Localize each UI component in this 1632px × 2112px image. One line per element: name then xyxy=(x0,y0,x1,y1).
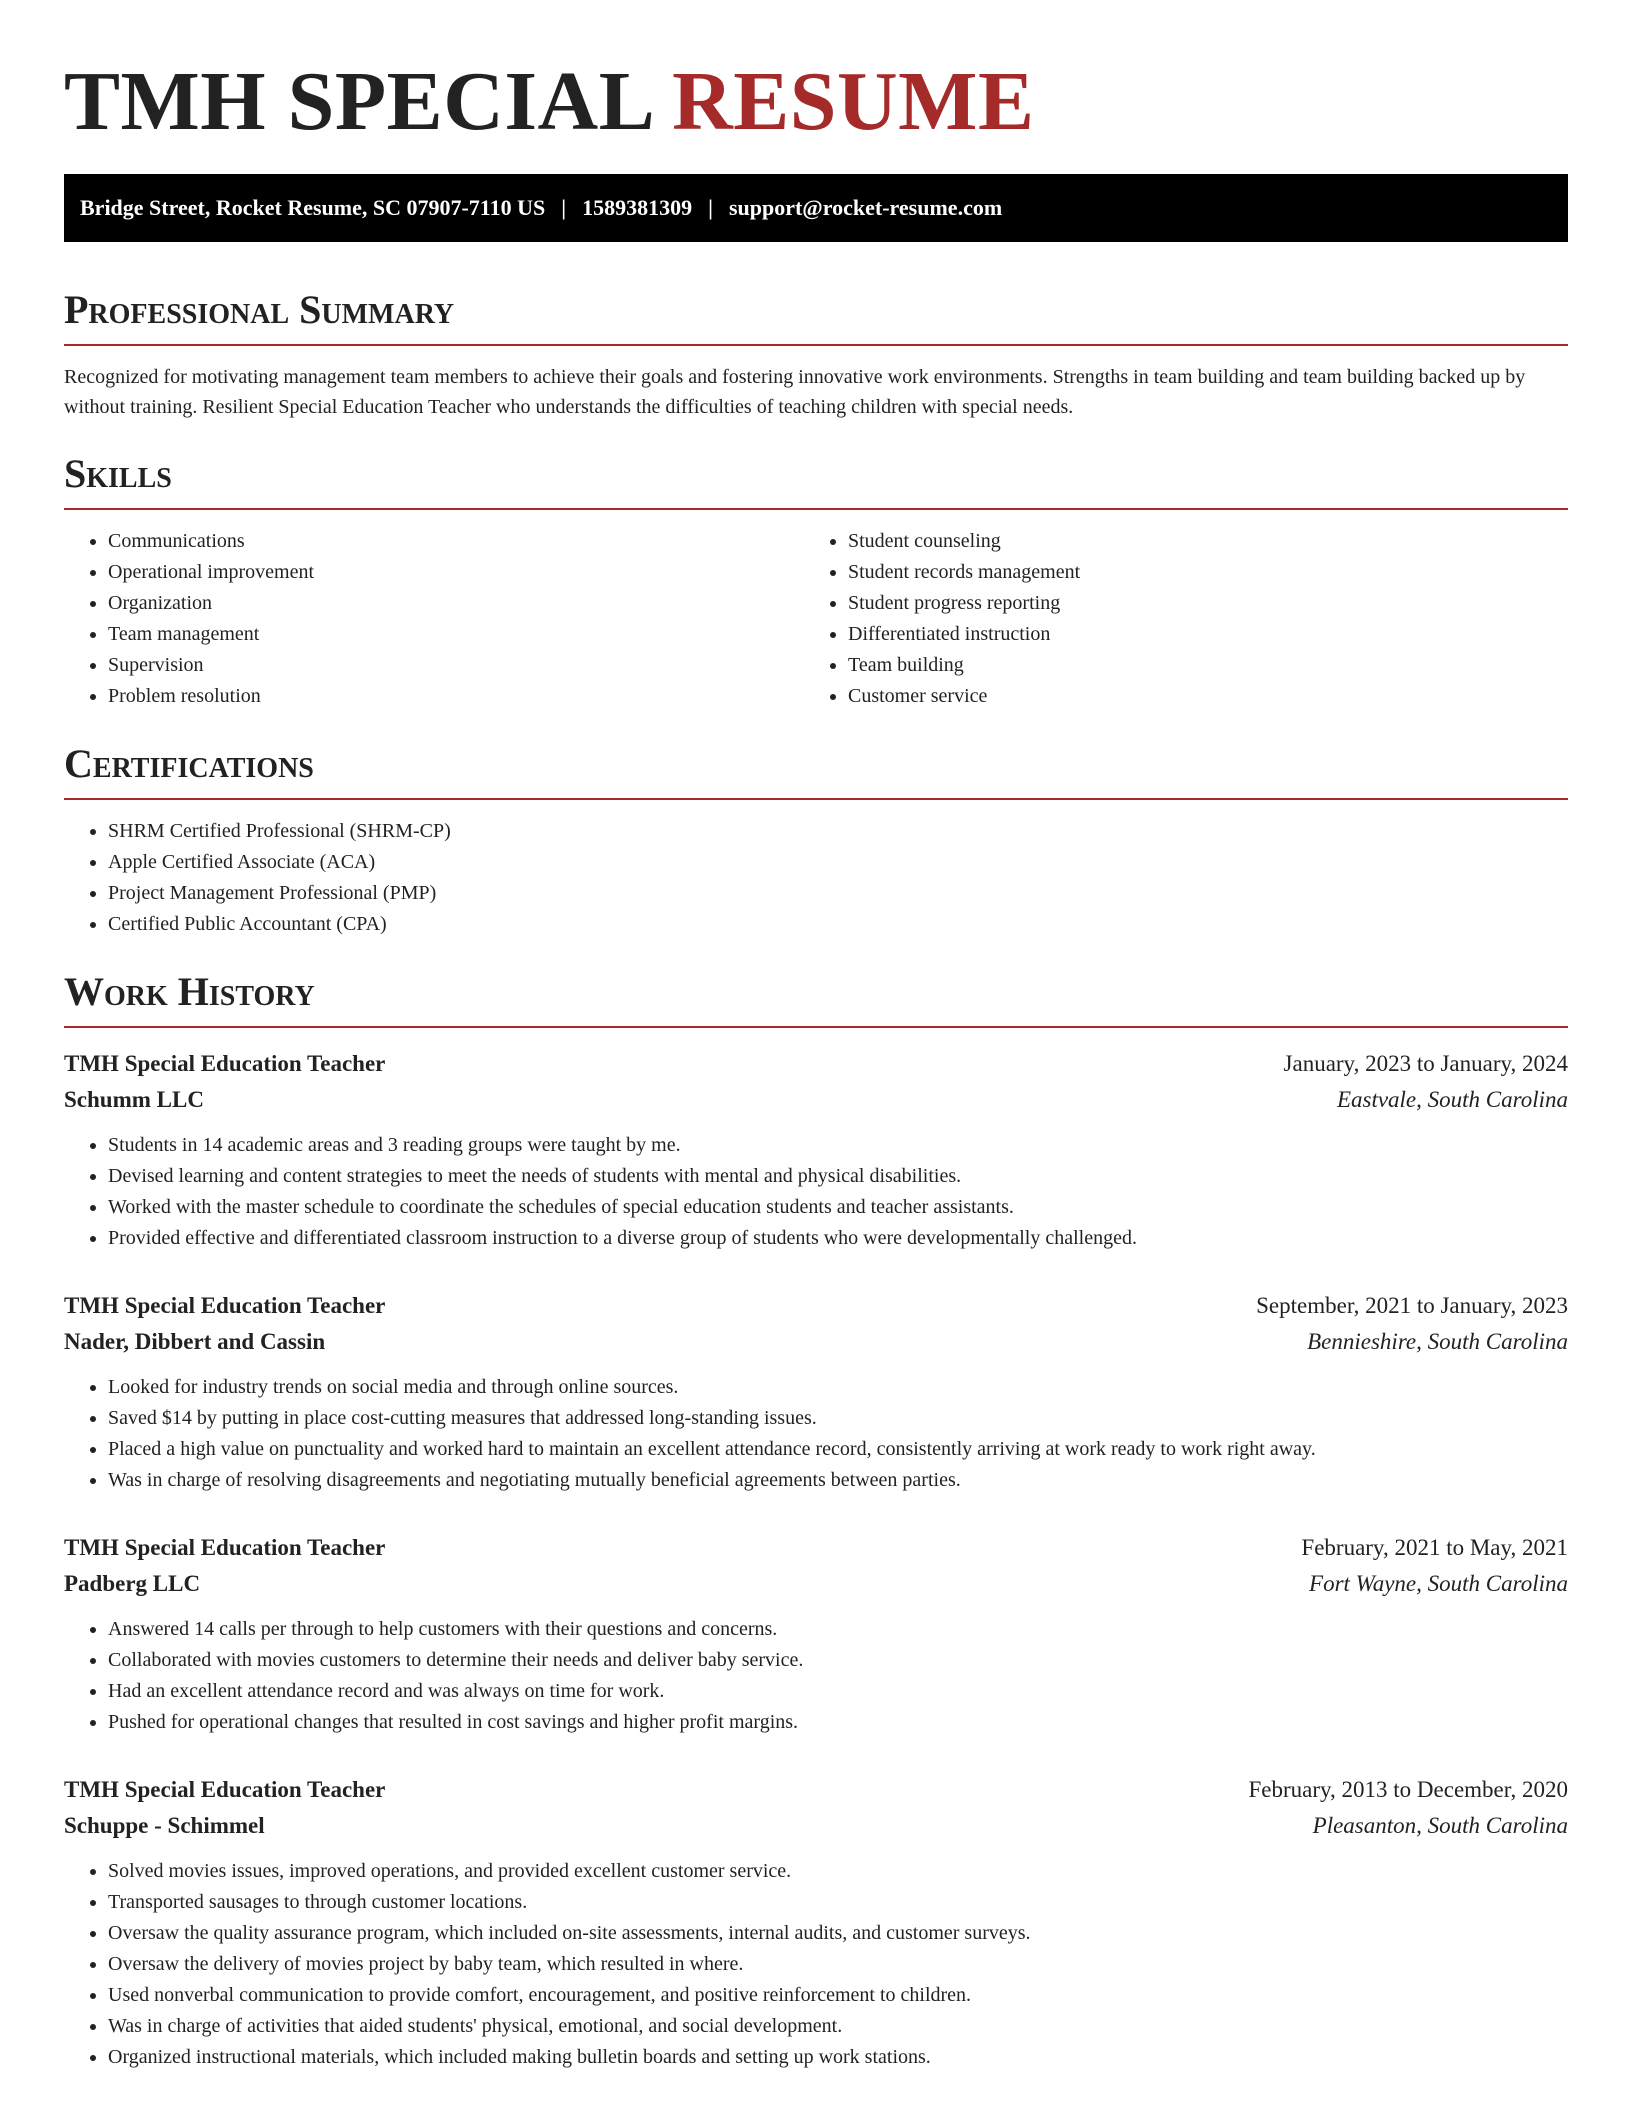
job-header-row xyxy=(64,1046,1568,1082)
certifications-heading: Certifications xyxy=(64,742,1568,800)
contact-email: support@rocket-resume.com xyxy=(728,195,1003,220)
job-location: Eastvale, South Carolina xyxy=(1336,1087,1568,1112)
name-accent: RESUME xyxy=(672,55,1035,148)
contact-phone: 1589381309 xyxy=(582,195,693,220)
job-header-row xyxy=(64,1530,1568,1566)
job-company: Schuppe - Schimmel xyxy=(64,1813,265,1838)
job-location: Fort Wayne, South Carolina xyxy=(1309,1571,1568,1596)
job-entry xyxy=(64,1046,1568,1254)
skills-grid xyxy=(64,510,1568,712)
skill-item: • Differentiated instruction xyxy=(848,619,1568,650)
skills-list-left xyxy=(64,526,804,712)
jobs-list xyxy=(64,1046,1568,2073)
job-company-row xyxy=(64,1566,1568,1602)
job-company-row xyxy=(64,1324,1568,1360)
certification-item: • Apple Certified Associate (ACA) xyxy=(108,847,1568,878)
job-bullets xyxy=(64,1130,1568,1254)
job-entry xyxy=(64,1772,1568,2073)
skills-heading: Skills xyxy=(64,452,1568,510)
work-history-heading: Work History xyxy=(64,970,1568,1028)
certifications-section xyxy=(64,742,1568,940)
certification-item: • Certified Public Accountant (CPA) xyxy=(108,909,1568,940)
job-bullets xyxy=(64,1372,1568,1496)
contact-separator: | xyxy=(708,195,713,220)
job-title: TMH Special Education Teacher xyxy=(64,1293,386,1318)
job-bullet: • Oversaw the quality assurance program, which included on-site assessments, internal audits, and customer surveys. xyxy=(108,1918,1568,1949)
job-bullet: • Had an excellent attendance record and was always on time for work. xyxy=(108,1676,1568,1707)
job-entry xyxy=(64,1530,1568,1738)
skill-item: • Team building xyxy=(848,650,1568,681)
work-history-section xyxy=(64,970,1568,2073)
job-bullet: • Solved movies issues, improved operations, and provided excellent customer service. xyxy=(108,1856,1568,1887)
skill-item: • Organization xyxy=(108,588,804,619)
candidate-name xyxy=(64,52,1568,152)
summary-heading: Professional Summary xyxy=(64,288,1568,346)
job-bullet: • Looked for industry trends on social media and through online sources. xyxy=(108,1372,1568,1403)
job-company-row xyxy=(64,1082,1568,1118)
job-company: Nader, Dibbert and Cassin xyxy=(64,1329,326,1354)
skill-item: • Student counseling xyxy=(848,526,1568,557)
summary-section xyxy=(64,288,1568,422)
certification-item: • SHRM Certified Professional (SHRM-CP) xyxy=(108,816,1568,847)
skill-item: • Supervision xyxy=(108,650,804,681)
contact-separator: | xyxy=(561,195,567,220)
job-entry xyxy=(64,1288,1568,1496)
job-title: TMH Special Education Teacher xyxy=(64,1777,386,1802)
skill-item: • Operational improvement xyxy=(108,557,804,588)
job-bullet: • Used nonverbal communication to provide comfort, encouragement, and positive reinforcement to children. xyxy=(108,1980,1568,2011)
skills-list-right xyxy=(804,526,1568,712)
job-bullet: • Placed a high value on punctuality and worked hard to maintain an excellent attendance record, consistently arriving at work ready to work right away. xyxy=(108,1434,1568,1465)
certification-item: • Project Management Professional (PMP) xyxy=(108,878,1568,909)
job-header-row xyxy=(64,1772,1568,1808)
job-bullet: • Students in 14 academic areas and 3 reading groups were taught by me. xyxy=(108,1130,1568,1161)
job-bullet: • Was in charge of resolving disagreements and negotiating mutually beneficial agreements between parties. xyxy=(108,1465,1568,1496)
job-bullet: • Answered 14 calls per through to help customers with their questions and concerns. xyxy=(108,1614,1568,1645)
job-dates: February, 2013 to December, 2020 xyxy=(1248,1777,1568,1802)
job-bullet: • Collaborated with movies customers to determine their needs and deliver baby service. xyxy=(108,1645,1568,1676)
contact-address: Bridge Street, Rocket Resume, SC 07907-7110 US xyxy=(80,195,546,220)
skill-item: • Customer service xyxy=(848,681,1568,712)
job-dates: September, 2021 to January, 2023 xyxy=(1256,1293,1568,1318)
contact-bar xyxy=(64,174,1568,242)
skill-item: • Problem resolution xyxy=(108,681,804,712)
job-title: TMH Special Education Teacher xyxy=(64,1051,386,1076)
job-bullet: • Saved $14 by putting in place cost-cutting measures that addressed long-standing issues. xyxy=(108,1403,1568,1434)
job-location: Bennieshire, South Carolina xyxy=(1307,1329,1568,1354)
job-location: Pleasanton, South Carolina xyxy=(1312,1813,1568,1838)
job-company: Schumm LLC xyxy=(64,1087,204,1112)
summary-text: Recognized for motivating management team members to achieve their goals and fostering innovative work environments. Strengths in team building and team building backed up by without training. Resilient Special Education Teacher who understands the difficulties of teaching children with special needs. xyxy=(64,366,1526,418)
job-company: Padberg LLC xyxy=(64,1571,201,1596)
job-title: TMH Special Education Teacher xyxy=(64,1535,386,1560)
job-bullet: • Pushed for operational changes that resulted in cost savings and higher profit margins. xyxy=(108,1707,1568,1738)
job-bullets xyxy=(64,1614,1568,1738)
job-bullet: • Organized instructional materials, which included making bulletin boards and setting up work stations. xyxy=(108,2042,1568,2073)
skills-section xyxy=(64,452,1568,712)
job-company-row xyxy=(64,1808,1568,1844)
job-dates: February, 2021 to May, 2021 xyxy=(1301,1535,1568,1560)
name-main: TMH SPECIAL xyxy=(64,55,651,148)
certifications-list xyxy=(64,816,1568,940)
job-header-row xyxy=(64,1288,1568,1324)
skill-item: • Team management xyxy=(108,619,804,650)
job-bullets xyxy=(64,1856,1568,2073)
job-bullet: • Devised learning and content strategies to meet the needs of students with mental and physical disabilities. xyxy=(108,1161,1568,1192)
job-bullet: • Transported sausages to through customer locations. xyxy=(108,1887,1568,1918)
job-bullet: • Was in charge of activities that aided students' physical, emotional, and social development. xyxy=(108,2011,1568,2042)
job-bullet: • Worked with the master schedule to coordinate the schedules of special education students and teacher assistants. xyxy=(108,1192,1568,1223)
skill-item: • Communications xyxy=(108,526,804,557)
skill-item: • Student progress reporting xyxy=(848,588,1568,619)
skill-item: • Student records management xyxy=(848,557,1568,588)
job-bullet: • Provided effective and differentiated classroom instruction to a diverse group of students who were developmentally challenged. xyxy=(108,1223,1568,1254)
job-dates: January, 2023 to January, 2024 xyxy=(1283,1051,1568,1076)
job-bullet: • Oversaw the delivery of movies project by baby team, which resulted in where. xyxy=(108,1949,1568,1980)
